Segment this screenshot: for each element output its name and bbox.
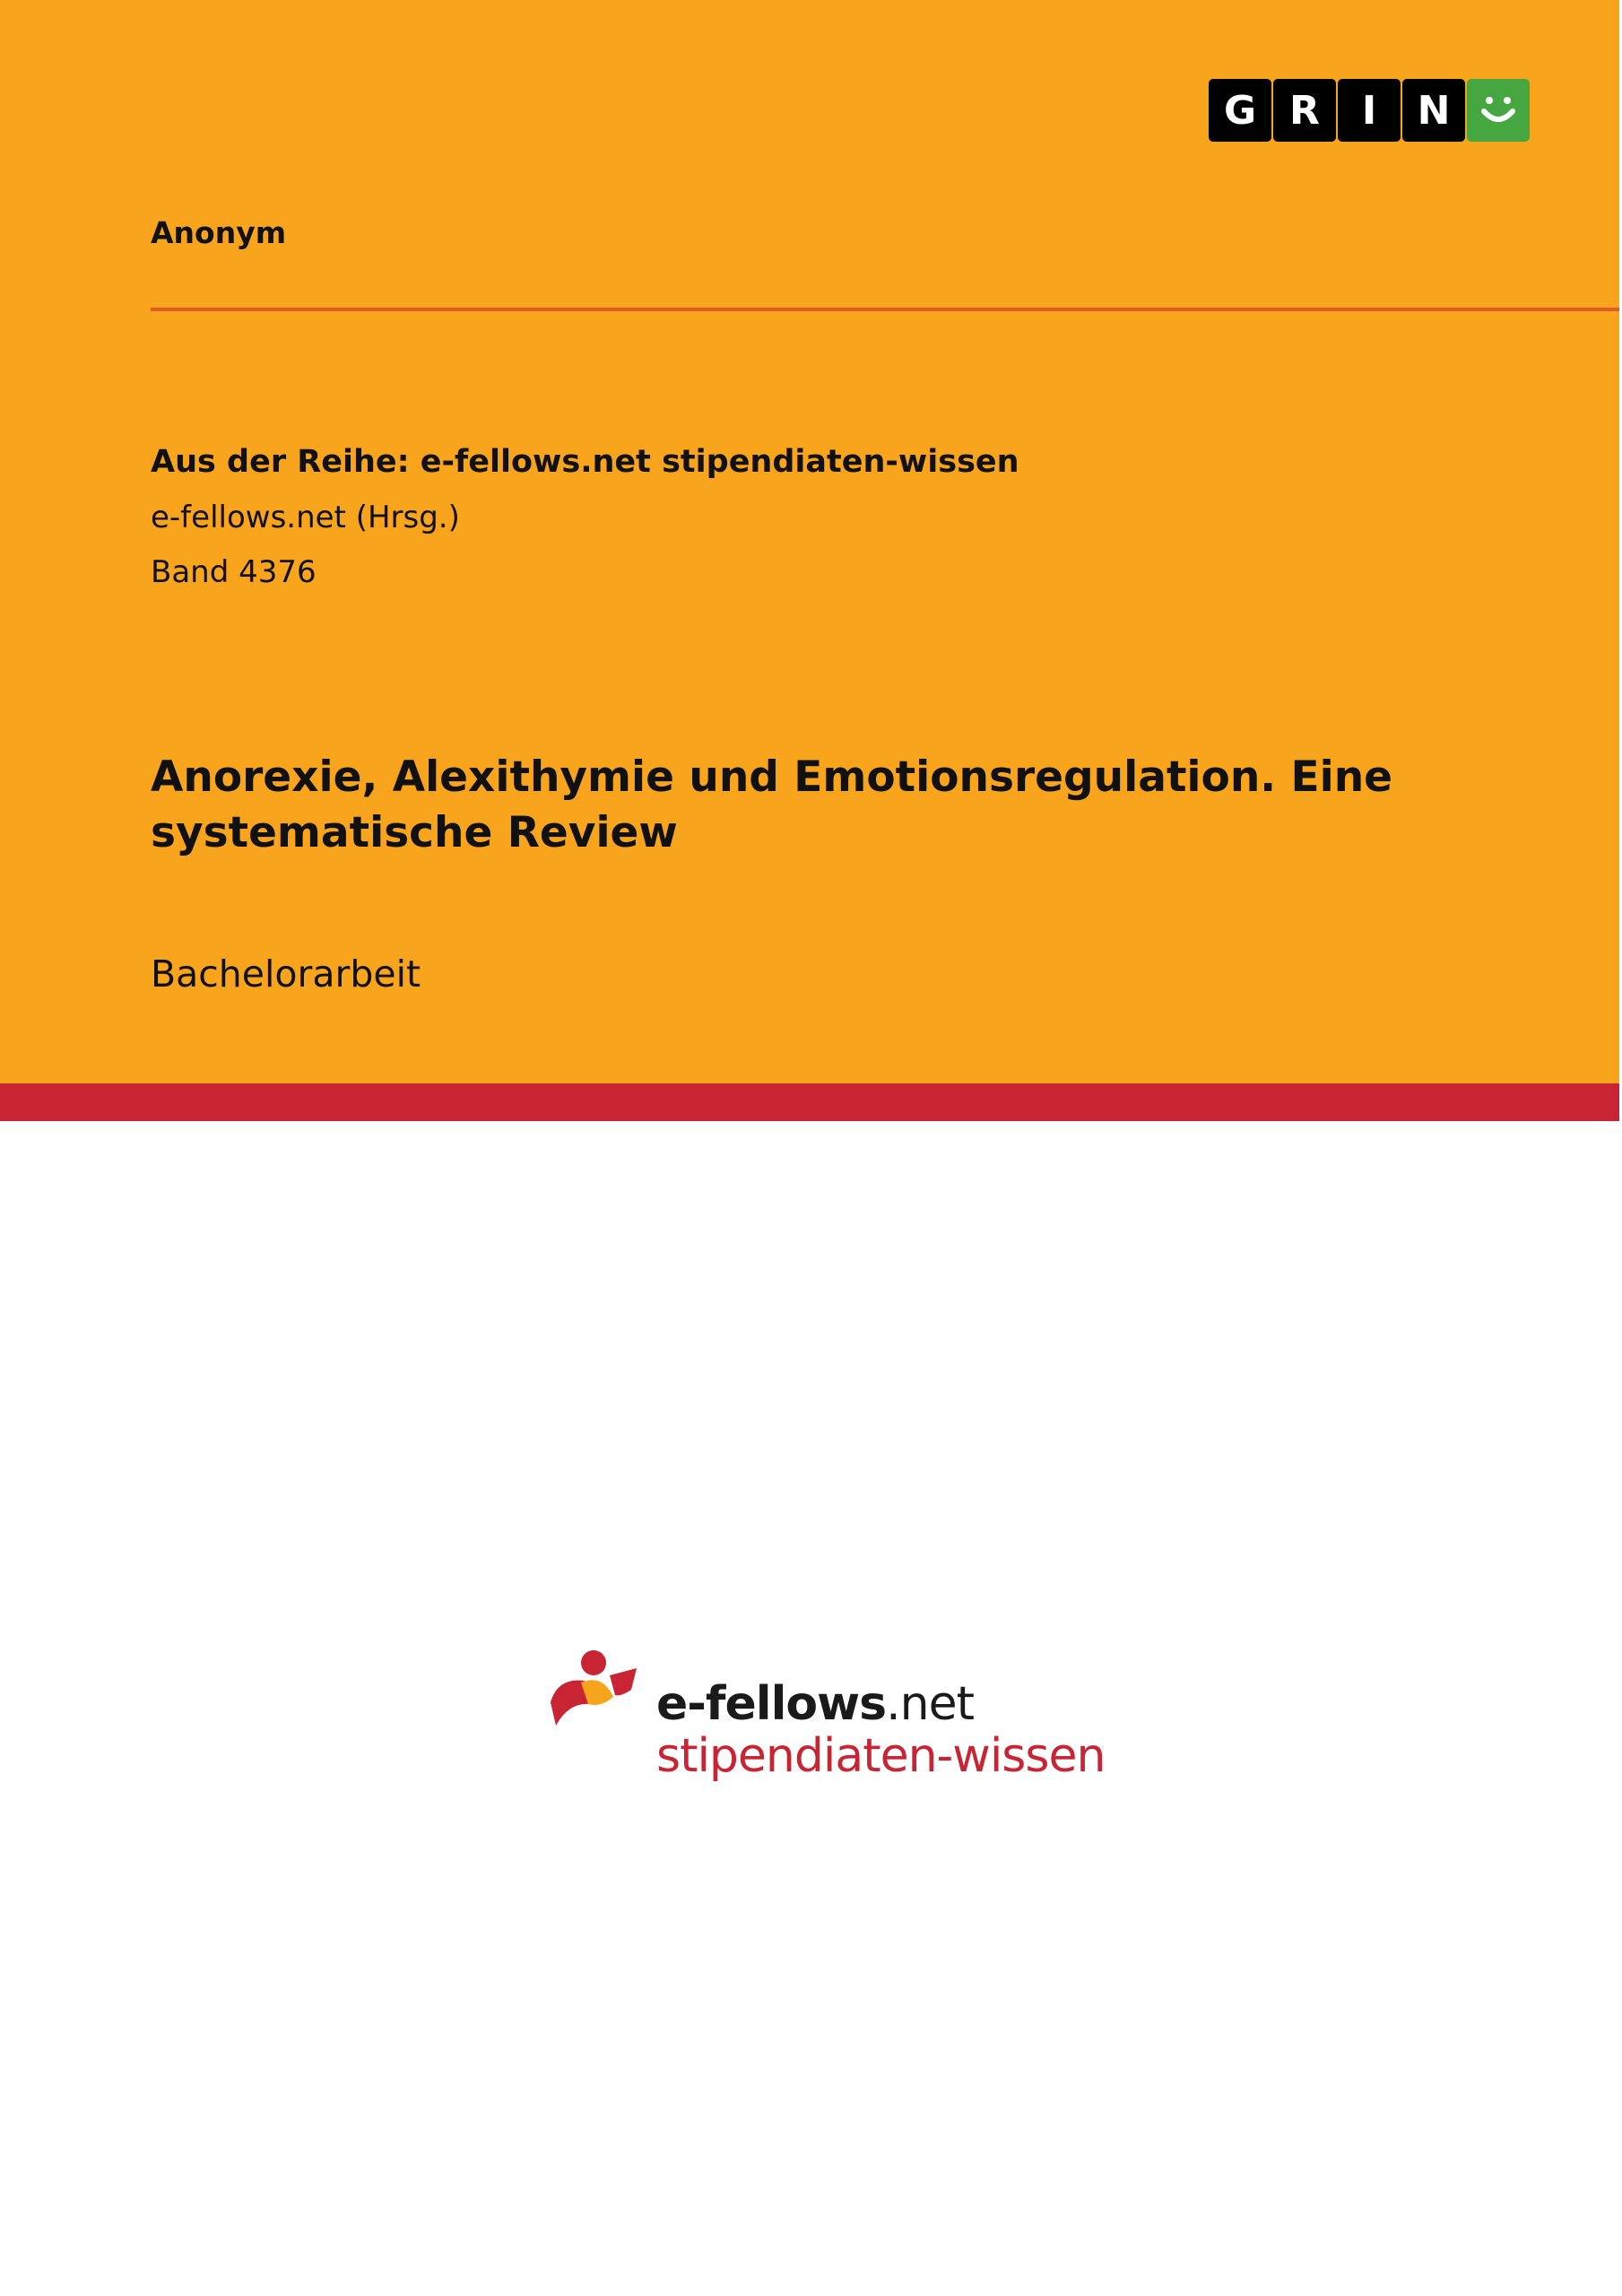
e-fellows-figure-icon xyxy=(549,1650,647,1740)
grin-letter-i: I xyxy=(1338,79,1401,142)
document-type: Bachelorarbeit xyxy=(151,952,421,996)
author-name: Anonym xyxy=(151,215,287,250)
document-title: Anorexie, Alexithymie und Emotionsregulation. Eine systematische Review xyxy=(151,752,1393,857)
grin-letter-n: N xyxy=(1402,79,1465,142)
grin-logo xyxy=(1209,79,1530,144)
e-fellows-wordmark xyxy=(656,1677,974,1731)
red-bar xyxy=(0,1083,1619,1121)
grin-letter-r: R xyxy=(1273,79,1336,142)
e-fellows-wordmark-bold: e-fellows xyxy=(656,1677,887,1731)
series-line: Aus der Reihe: e-fellows.net stipendiaten-wissen xyxy=(151,444,1019,480)
e-fellows-logo xyxy=(549,1650,1105,1794)
band-number: Band 4376 xyxy=(151,554,317,590)
divider-rule xyxy=(151,308,1619,311)
cover-band xyxy=(0,0,1619,1083)
grin-letter-g: G xyxy=(1209,79,1271,142)
stipendiaten-wissen-wordmark: stipendiaten-wissen xyxy=(656,1729,1106,1783)
smile-face-icon xyxy=(1467,79,1530,142)
e-fellows-wordmark-suffix: .net xyxy=(886,1677,974,1731)
editor-line: e-fellows.net (Hrsg.) xyxy=(151,500,460,535)
